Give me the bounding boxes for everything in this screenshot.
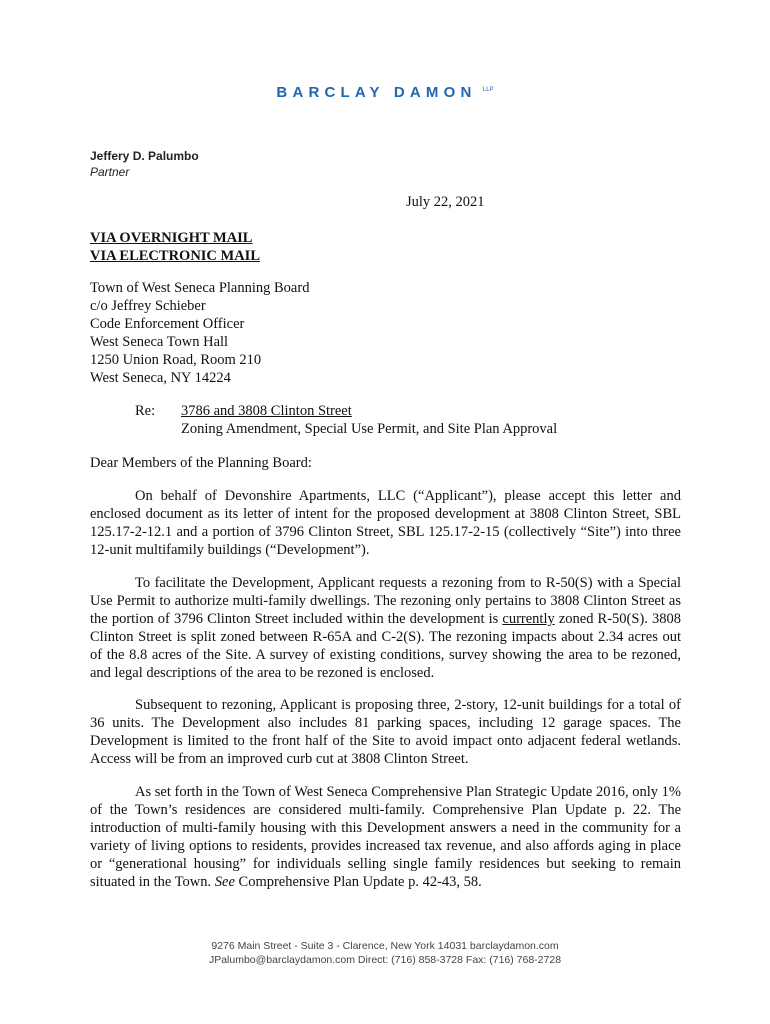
author-title: Partner xyxy=(90,165,130,179)
re-label: Re: xyxy=(135,403,156,419)
footer-address: 9276 Main Street - Suite 3 - Clarence, New York 14031 barclaydamon.com xyxy=(211,940,559,952)
letter-footer xyxy=(0,939,770,967)
body-paragraph xyxy=(90,574,681,682)
address-line: West Seneca, NY 14224 xyxy=(90,370,231,386)
re-subject-line: 3786 and 3808 Clinton Street xyxy=(181,403,352,419)
author-name: Jeffery D. Palumbo xyxy=(90,149,199,163)
firm-suffix: LLP xyxy=(482,87,494,93)
delivery-line: VIA ELECTRONIC MAIL xyxy=(90,248,260,264)
body-paragraph xyxy=(90,783,681,891)
letter-date: July 22, 2021 xyxy=(406,194,485,210)
re-subject-line: Zoning Amendment, Special Use Permit, and Site Plan Approval xyxy=(181,421,558,437)
firm-name: BARCLAY DAMON xyxy=(276,84,477,101)
paragraph-text: To facilitate the Development, Applicant requests a rezoning from to R-50(S) with a Special Use Permit to authorize multi-family dwellings. The rezoning only pertains to 3808 Clinton Street as the portion of 3796 Clinton Street included within the development is xyxy=(90,575,681,627)
address-line: Town of West Seneca Planning Board xyxy=(90,280,310,296)
address-line: West Seneca Town Hall xyxy=(90,334,229,350)
letterhead-logo xyxy=(0,84,770,101)
address-line: 1250 Union Road, Room 210 xyxy=(90,352,262,368)
footer-contact: JPalumbo@barclaydamon.com Direct: (716) 858-3728 Fax: (716) 768-2728 xyxy=(208,954,562,966)
author-block xyxy=(90,148,199,180)
address-line: c/o Jeffrey Schieber xyxy=(90,298,206,314)
recipient-address xyxy=(90,279,309,387)
delivery-line: VIA OVERNIGHT MAIL xyxy=(90,230,253,246)
italic-text: See xyxy=(214,874,235,890)
paragraph-text: As set forth in the Town of West Seneca Comprehensive Plan Strategic Update 2016, only 1% of the Town’s residences are considered multi-family. Comprehensive Plan Update p. 22. The introduction of multi-family housing with this Development answers a need in the community for a variety of living options to residents, provides increased tax revenue, and also affords aging in place or “generational housing” for individuals selling single family residences but seeking to remain situated in the Town. xyxy=(90,784,681,890)
delivery-method xyxy=(90,229,260,265)
underlined-text: currently xyxy=(502,611,555,627)
salutation: Dear Members of the Planning Board: xyxy=(90,455,312,471)
address-line: Code Enforcement Officer xyxy=(90,316,245,332)
paragraph-text: Comprehensive Plan Update p. 42-43, 58. xyxy=(234,874,482,890)
paragraph-text: zoned R-50(S). 3808 Clinton Street is split zoned between R-65A and C-2(S). The rezoning impacts about 2.34 acres out of the 8.8 acres of the Site. A survey of existing conditions, survey showing the area to be rezoned, and legal descriptions of the area to be rezoned is enclosed. xyxy=(90,611,682,681)
body-paragraph: On behalf of Devonshire Apartments, LLC (“Applicant”), please accept this letter and enclosed document as its letter of intent for the proposed development at 3808 Clinton Street, SBL 125.17-2-12.1 and a portion of 3796 Clinton Street, SBL 125.17-2-15 (collectively “Site”) into three 12-unit multifamily buildings (“Development”). xyxy=(90,488,681,558)
body-paragraph: Subsequent to rezoning, Applicant is proposing three, 2-story, 12-unit buildings for a total of 36 units. The Development also includes 81 parking spaces, including 12 garage spaces. The Development is limited to the front half of the Site to avoid impact onto adjacent federal wetlands. Access will be from an improved curb cut at 3808 Clinton Street. xyxy=(90,697,681,767)
